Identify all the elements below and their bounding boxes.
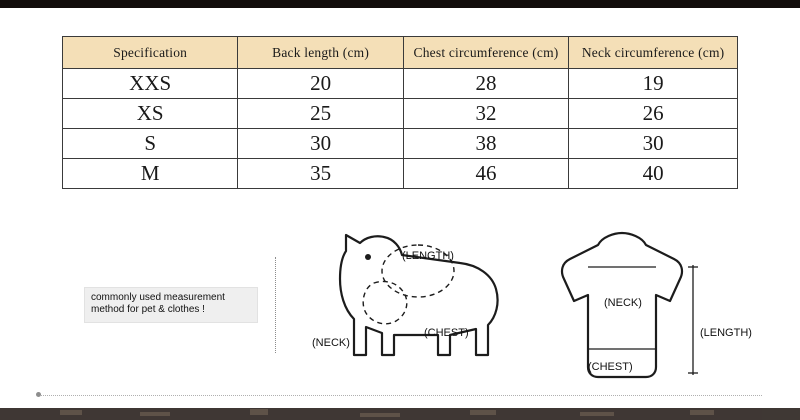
cell-back-length: 25 — [238, 99, 403, 129]
garment-length-label: (LENGTH) — [700, 327, 752, 339]
bottom-dark-band — [0, 408, 800, 420]
cell-spec: S — [63, 129, 238, 159]
garment-neck-label: (NECK) — [604, 297, 642, 309]
header-back-length: Back length (cm) — [238, 37, 403, 69]
cell-back-length: 35 — [238, 159, 403, 189]
header-neck-circumference: Neck circumference (cm) — [569, 37, 738, 69]
header-chest-circumference: Chest circumference (cm) — [403, 37, 568, 69]
table-row — [63, 69, 738, 99]
cell-chest: 28 — [403, 69, 568, 99]
cell-chest: 32 — [403, 99, 568, 129]
measurement-note-text: commonly used measurement method for pet & clothes ! — [91, 292, 225, 315]
table-header — [63, 37, 738, 69]
cell-chest: 46 — [403, 159, 568, 189]
dog-neck-label: (NECK) — [312, 337, 350, 349]
vertical-dotted-divider — [275, 257, 276, 353]
cell-back-length: 30 — [238, 129, 403, 159]
cell-neck: 26 — [569, 99, 738, 129]
cell-neck: 30 — [569, 129, 738, 159]
dog-chest-label: (CHEST) — [424, 327, 469, 339]
cell-neck: 19 — [569, 69, 738, 99]
top-dark-band — [0, 0, 800, 8]
table-row — [63, 99, 738, 129]
table-header-row — [63, 37, 738, 69]
table-row — [63, 159, 738, 189]
bottom-dotted-rule — [40, 395, 762, 396]
table-row — [63, 129, 738, 159]
cell-spec: XXS — [63, 69, 238, 99]
cell-chest: 38 — [403, 129, 568, 159]
garment-chest-label: (CHEST) — [588, 361, 633, 373]
size-chart-table — [62, 36, 738, 189]
measurement-illustration — [0, 205, 800, 405]
measurement-note-box — [84, 287, 258, 323]
cell-neck: 40 — [569, 159, 738, 189]
dog-length-label: (LENGTH) — [402, 250, 454, 262]
table-body — [63, 69, 738, 189]
header-specification: Specification — [63, 37, 238, 69]
cell-back-length: 20 — [238, 69, 403, 99]
dog-figure-icon — [310, 223, 520, 383]
cell-spec: M — [63, 159, 238, 189]
cell-spec: XS — [63, 99, 238, 129]
garment-length-arrow-icon — [686, 263, 700, 377]
